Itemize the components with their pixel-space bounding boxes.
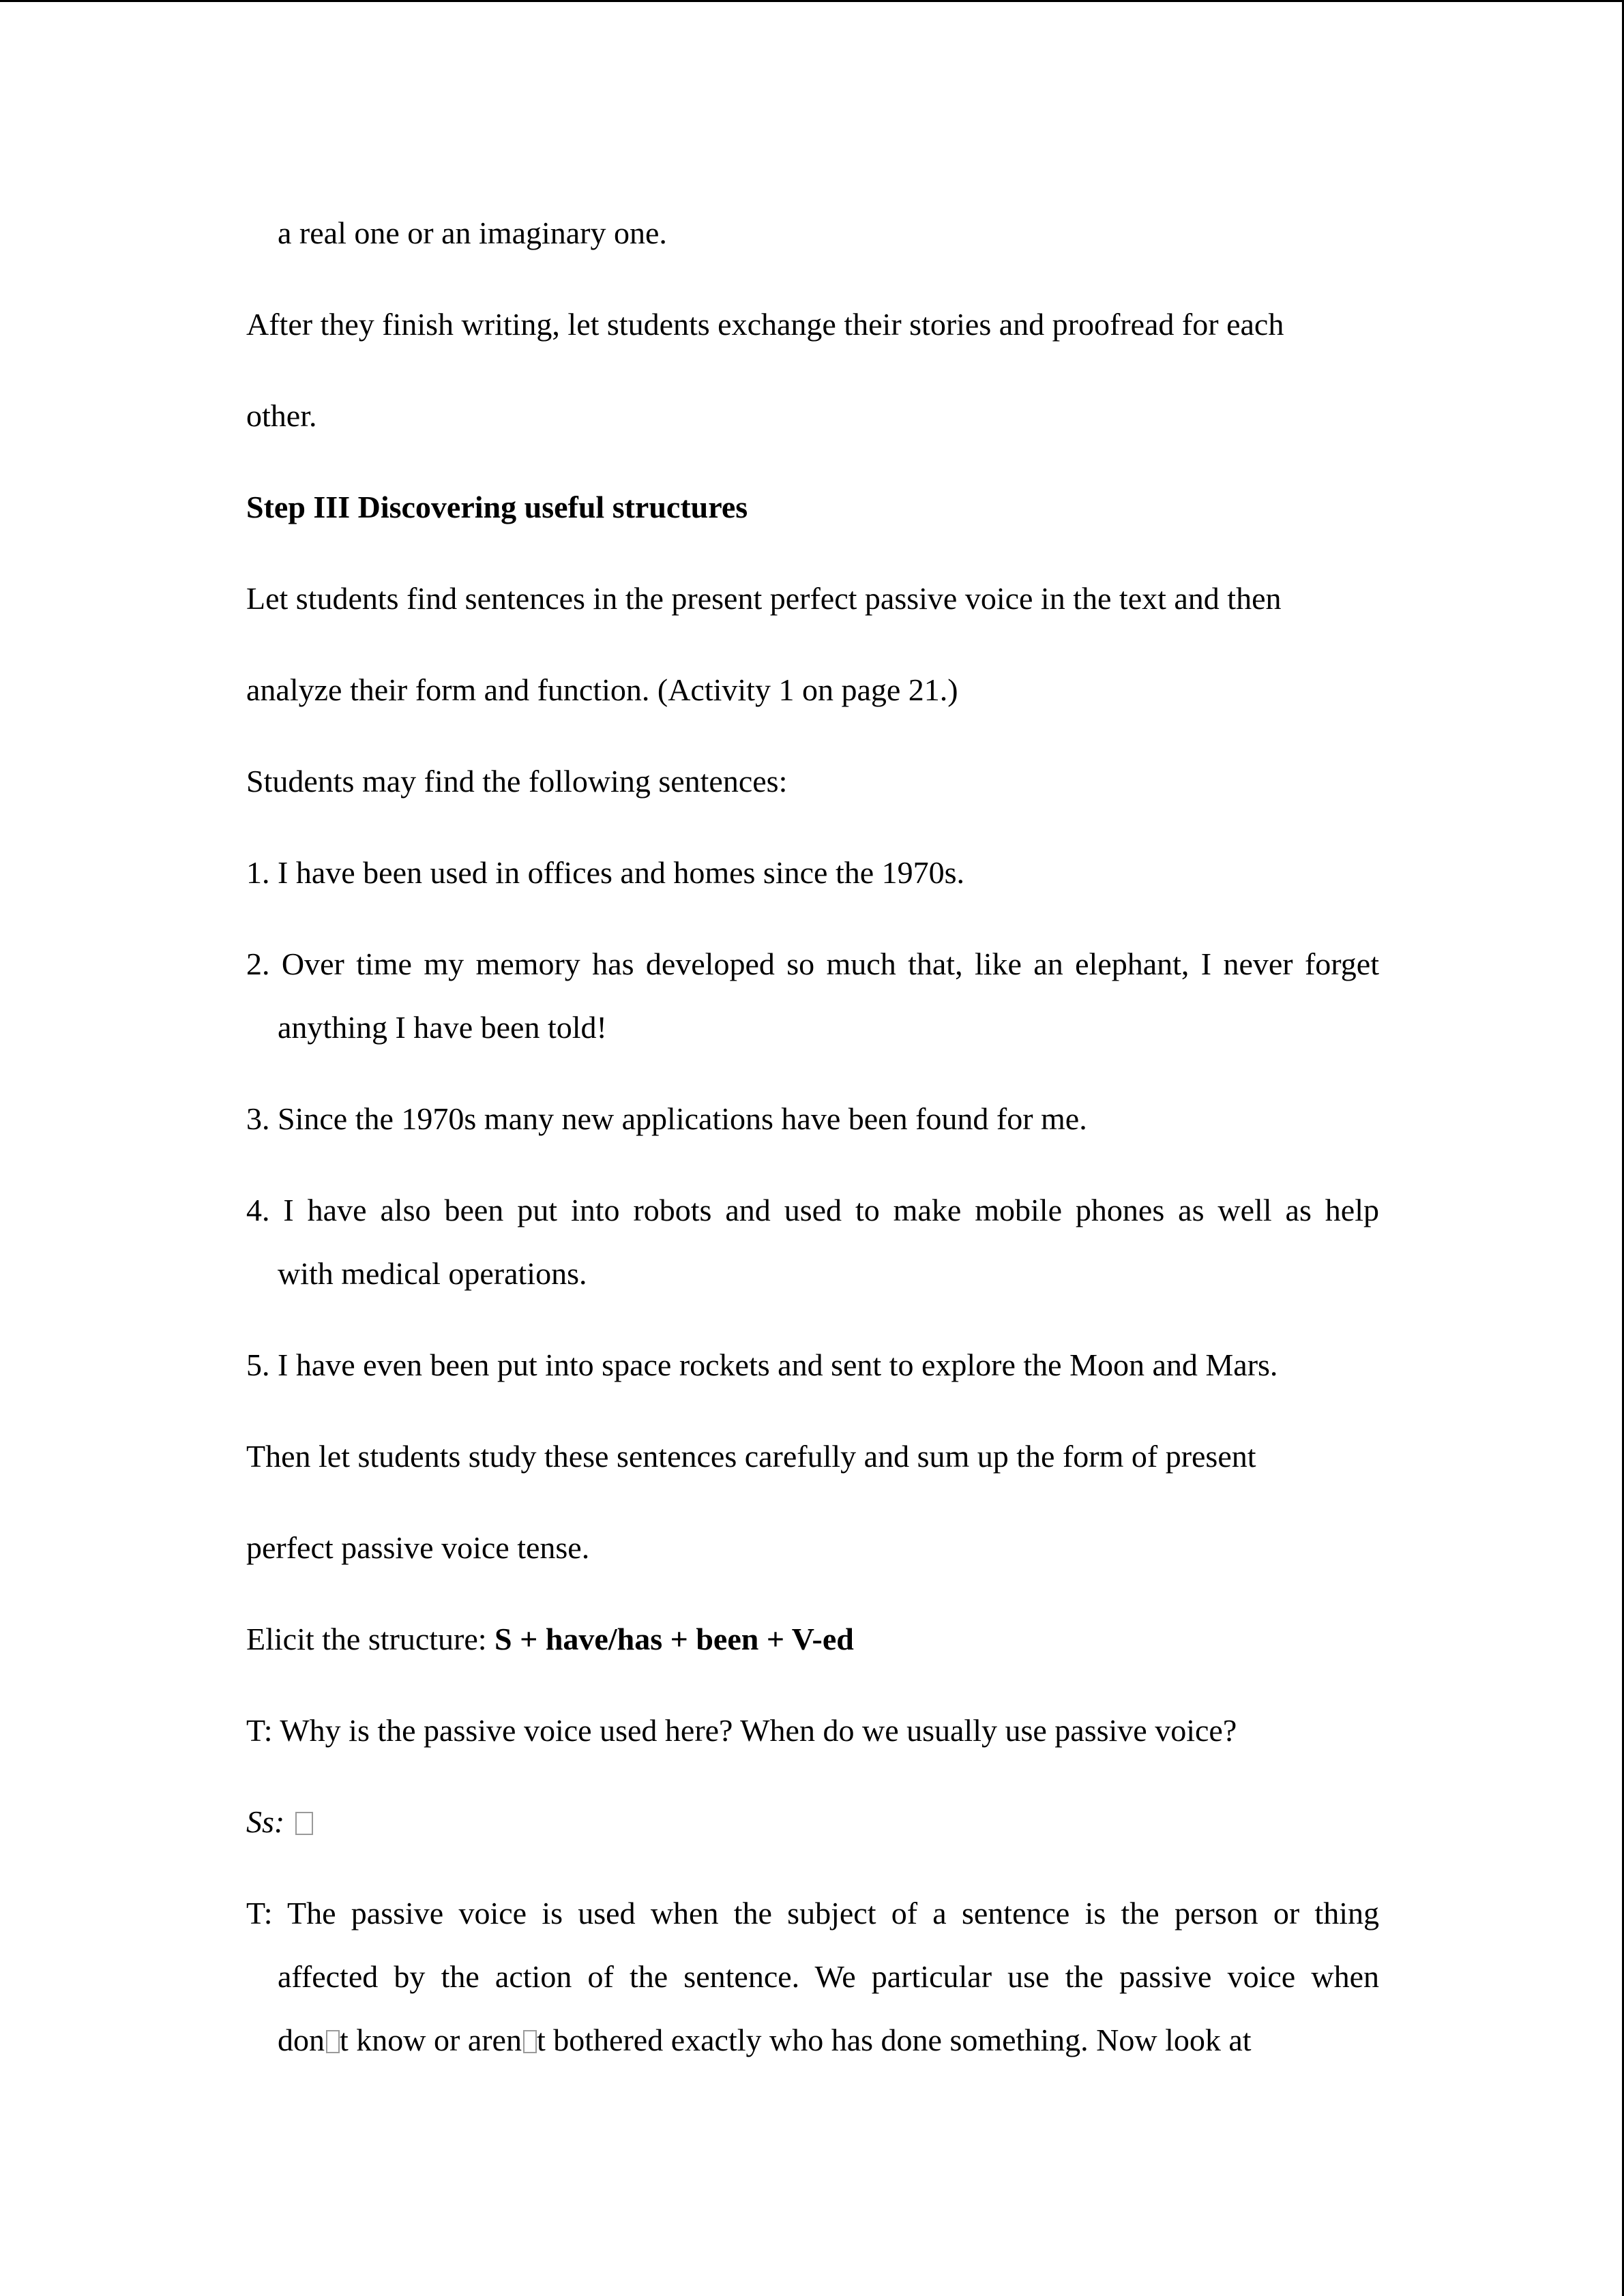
student-response <box>246 1806 313 1838</box>
missing-glyph-icon <box>326 2030 340 2053</box>
text-fragment-a: don <box>278 2023 325 2057</box>
text-fragment-b: t know or aren <box>340 2023 522 2057</box>
text-line: a real one or an imaginary one. <box>278 215 667 250</box>
missing-glyph-icon <box>523 2030 537 2053</box>
student-label: Ss: <box>246 1804 285 1839</box>
section-heading: Step III Discovering useful structures <box>246 490 748 524</box>
teacher-explanation: T: The passive voice is used when the subject of a sentence is the person or thing <box>246 1896 1379 1930</box>
teacher-question: T: Why is the passive voice used here? When do we usually use passive voice? <box>246 1713 1237 1748</box>
list-item: 2. Over time my memory has developed so much that, like an elephant, I never forget <box>246 946 1379 981</box>
structure-prefix: Elicit the structure: <box>246 1622 495 1656</box>
text-line: perfect passive voice tense. <box>246 1530 590 1565</box>
list-item: 1. I have been used in offices and homes since the 1970s. <box>246 855 965 890</box>
text-line: analyze their form and function. (Activity 1 on page 21.) <box>246 672 958 707</box>
text-fragment <box>278 2025 1252 2056</box>
missing-glyph-icon <box>295 1812 313 1835</box>
text-fragment-c: t bothered exactly who has done something. Now look at <box>536 2023 1252 2057</box>
list-item: 5. I have even been put into space rockets and sent to explore the Moon and Mars. <box>246 1347 1278 1382</box>
list-item: 3. Since the 1970s many new applications have been found for me. <box>246 1101 1087 1136</box>
list-item-continuation: anything I have been told! <box>278 1010 607 1045</box>
text-line: After they finish writing, let students exchange their stories and proofread for each <box>246 307 1284 342</box>
teacher-explanation-continuation <box>278 2025 1379 2056</box>
structure-line <box>246 1624 854 1655</box>
teacher-explanation-continuation: affected by the action of the sentence. We particular use the passive voice when <box>278 1959 1379 1994</box>
list-item-continuation: with medical operations. <box>278 1256 587 1291</box>
text-line: Then let students study these sentences carefully and sum up the form of present <box>246 1439 1256 1474</box>
structure-formula: S + have/has + been + V-ed <box>494 1622 854 1656</box>
list-item: 4. I have also been put into robots and used to make mobile phones as well as help <box>246 1193 1379 1227</box>
text-line: other. <box>246 398 317 433</box>
text-line: Students may find the following sentences: <box>246 764 788 799</box>
text-line: Let students find sentences in the present perfect passive voice in the text and then <box>246 581 1282 616</box>
